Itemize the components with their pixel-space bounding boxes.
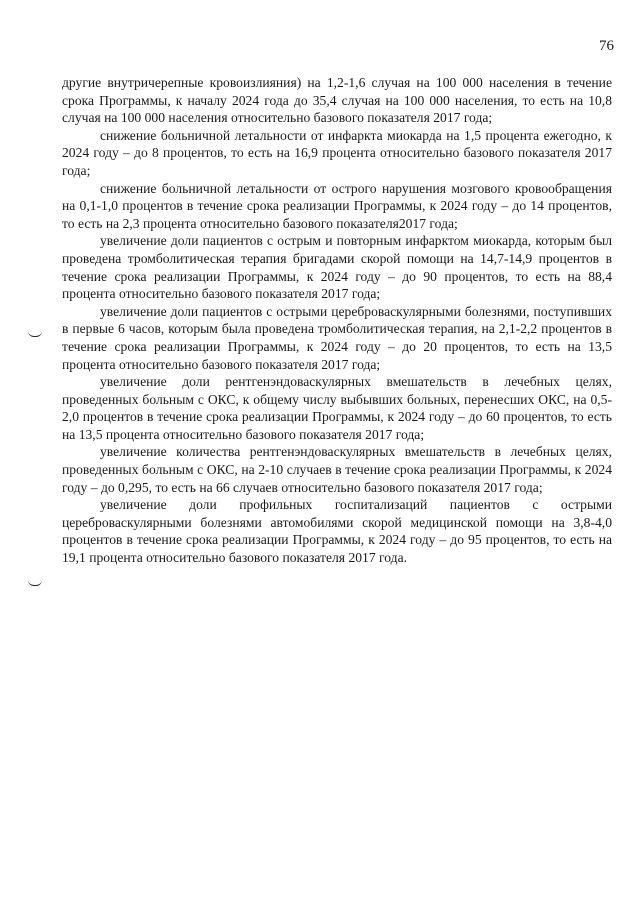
margin-mark (28, 331, 42, 337)
document-body (62, 74, 612, 567)
paragraph: увеличение доли профильных госпитализаций пациентов с острыми цереброваскулярными болезнями автомобилями скорой медицинской помощи на 3,8-4,0 процентов в течение срока реализации Программы, к 2024 году – до 95 процентов, то есть на 19,1 процента относительно базового показателя 2017 года. (62, 497, 612, 566)
margin-mark (28, 580, 42, 586)
paragraph: увеличение доли пациентов с острыми цереброваскулярными болезнями, поступивших в первые 6 часов, которым была проведена тромболитическая терапия, на 2,1-2,2 процентов в течение срока реализации Программы, к 2024 году – до 20 процентов, то есть на 13,5 процента относительно базового показателя 2017 года; (62, 303, 612, 372)
paragraph: снижение больничной летальности от инфаркта миокарда на 1,5 процента ежегодно, к 2024 году – до 8 процентов, то есть на 16,9 процента относительно базового показателя 2017 года; (62, 127, 612, 178)
paragraph: увеличение количества рентгенэндоваскулярных вмешательств в лечебных целях, проведенных больным с ОКС, на 2-10 случаев в течение срока реализации Программы, к 2024 году – до 0,295, то есть на 66 случаев относительно базового показателя 2017 года; (62, 444, 612, 495)
paragraph: увеличение доли рентгенэндоваскулярных вмешательств в лечебных целях, проведенных больным с ОКС, к общему числу выбывших больных, перенесших ОКС, на 0,5-2,0 процентов в течение срока реализации Программы, к 2024 году – до 60 процентов, то есть на 13,5 процента относительно базового показателя 2017 года; (62, 374, 612, 442)
paragraph: снижение больничной летальности от острого нарушения мозгового кровообращения на 0,1-1,0 процентов в течение срока реализации Программы, к 2024 году – до 14 процентов, то есть на 2,3 процента относительно базового показателя2017 года; (62, 180, 612, 231)
paragraph: другие внутричерепные кровоизлияния) на 1,2-1,6 случая на 100 000 населения в течение срока Программы, к началу 2024 года до 35,4 случая на 100 000 населения, то есть на 10,8 случая на 100 000 населения относительно базового показателя 2017 года; (62, 75, 612, 126)
page-number: 76 (599, 38, 614, 54)
paragraph: увеличение доли пациентов с острым и повторным инфарктом миокарда, которым был проведена тромболитическая терапия бригадами скорой помощи на 14,7-14,9 процентов в течение срока реализации Программы, к 2024 году – до 90 процентов, то есть на 88,4 процента относительно базового показателя 2017 года; (62, 233, 612, 302)
